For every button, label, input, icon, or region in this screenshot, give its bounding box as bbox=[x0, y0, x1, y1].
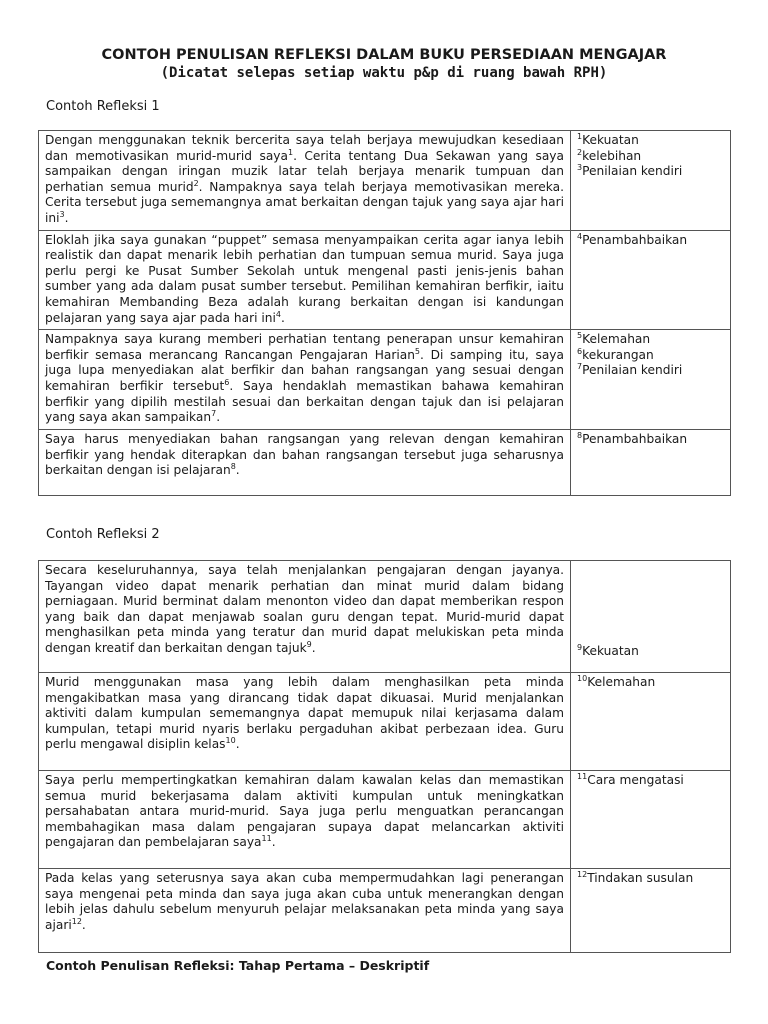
footnote-marker: 5 bbox=[414, 346, 421, 356]
table-row bbox=[39, 673, 731, 771]
annotation-cell bbox=[571, 673, 731, 771]
section-1-label: Contoh Refleksi 1 bbox=[46, 99, 160, 114]
table-row bbox=[39, 330, 731, 430]
footnote-marker: 6 bbox=[224, 377, 230, 387]
annotation-note: $^5$Kelemahan bbox=[577, 331, 651, 347]
footnote-marker: 8 bbox=[577, 431, 583, 441]
footnote-marker: 4 bbox=[577, 231, 583, 241]
footnote-marker: 11 bbox=[261, 834, 272, 844]
annotation-note: $^{11}$Cara mengatasi bbox=[577, 771, 684, 787]
footnote-marker: 9 bbox=[577, 643, 583, 653]
annotation-cell bbox=[571, 230, 731, 330]
reflection-text: Secara keseluruhannya, saya telah menjalankan pengajaran dengan jayanya. Tayangan video dapat menarik perhatian dan minat murid dalam bidang perniagaan. Murid berminat dalam menonton video dan dapat memberikan respon yang baik dan dapat menjawab soalan guru dengan tepat. Murid-murid dapat menghasilkan peta minda yang teratur dan murid dapat melukiskan peta minda dengan kreatif dan berkaitan dengan tajuk$^9$. bbox=[39, 561, 571, 673]
footnote-marker: 10 bbox=[225, 736, 236, 746]
annotation-note: $^1$Kekuatan bbox=[577, 131, 639, 147]
table-row bbox=[39, 131, 731, 231]
footnote-marker: 2 bbox=[577, 147, 583, 157]
reflection-text: Eloklah jika saya gunakan “puppet” semasa menyampaikan cerita agar ianya lebih realistik dan dapat menarik lebih perhatian dan tumpuan semua murid. Saya juga perlu pergi ke Pusat Sumber Sekolah untuk mengenal pasti jenis-jenis bahan sumber yang ada dalam pusat sumber tersebut. Pemilihan kemahiran berfikir, iaitu kemahiran Membanding Beza adalah kurang berkaitan dengan isi kandungan pelajaran yang saya ajar pada hari ini$^4$. bbox=[39, 230, 571, 330]
table-row bbox=[39, 869, 731, 953]
footnote-marker: 6 bbox=[577, 346, 583, 356]
annotation-note: $^3$Penilaian kendiri bbox=[577, 163, 683, 179]
reflection-text: Nampaknya saya kurang memberi perhatian tentang penerapan unsur kemahiran berfikir semasa merancang Rancangan Pengajaran Harian$^5$. Di samping itu, saya juga lupa menyediakan alat berfikir dan bahan rangsangan yang sesuai dengan kemahiran berfikir tersebut$^6$. Saya hendaklah memastikan bahawa kemahiran berfikir yang dipilih mestilah sesuai dan berkaitan dengan tajuk dan isi pelajaran yang saya akan sampaikan$^7$. bbox=[39, 330, 571, 430]
annotation-cell bbox=[571, 771, 731, 869]
footnote-marker: 8 bbox=[230, 462, 236, 472]
annotation-note: $^7$Penilaian kendiri bbox=[577, 362, 683, 378]
footnote-marker: 9 bbox=[306, 639, 312, 649]
table-row bbox=[39, 771, 731, 869]
reflection-text: Saya harus menyediakan bahan rangsangan yang relevan dengan kemahiran berfikir yang hendak diterapkan dan bahan rangsangan tersebut juga seharusnya berkaitan dengan isi pelajaran$^8$. bbox=[39, 430, 571, 496]
footnote-marker: 12 bbox=[577, 869, 588, 879]
document-subtitle: (Dicatat selepas setiap waktu p&p di ruang bawah RPH) bbox=[160, 65, 608, 81]
footnote-marker: 12 bbox=[71, 916, 82, 926]
annotation-note: $^{12}$Tindakan susulan bbox=[577, 869, 694, 885]
annotation-note: $^2$kelebihan bbox=[577, 147, 642, 163]
annotation-note: $^6$kekurangan bbox=[577, 346, 654, 362]
footnote-marker: 3 bbox=[59, 209, 65, 219]
annotation-cell bbox=[571, 430, 731, 496]
reflection-table-1 bbox=[38, 130, 731, 496]
reflection-text: Pada kelas yang seterusnya saya akan cuba mempermudahkan lagi penerangan saya mengenai peta minda dan saya juga akan cuba untuk menerangkan dengan lebih jelas dahulu sebelum menyuruh pelajar melaksanakan peta minda yang saya ajari$^{12}$. bbox=[39, 869, 571, 953]
document-title: CONTOH PENULISAN REFLEKSI DALAM BUKU PERSEDIAAN MENGAJAR bbox=[101, 47, 667, 63]
footer-caption: Contoh Penulisan Refleksi: Tahap Pertama – Deskriptif bbox=[46, 958, 430, 973]
annotation-cell bbox=[571, 561, 731, 673]
footnote-marker: 3 bbox=[577, 163, 583, 173]
table-row bbox=[39, 561, 731, 673]
section-2-label: Contoh Refleksi 2 bbox=[46, 527, 160, 542]
footnote-marker: 7 bbox=[211, 409, 217, 419]
table-row bbox=[39, 230, 731, 330]
footnote-marker: 7 bbox=[577, 362, 583, 372]
footnote-marker: 4 bbox=[275, 309, 281, 319]
annotation-cell bbox=[571, 131, 731, 231]
annotation-cell bbox=[571, 869, 731, 953]
reflection-text: Saya perlu mempertingkatkan kemahiran dalam kawalan kelas dan memastikan semua murid bekerjasama dalam aktiviti kumpulan untuk meningkatkan persahabatan antara murid-murid. Saya juga perlu menguatkan perancangan membahagikan masa dalam pengajaran supaya dapat melancarkan aktiviti pengajaran dan pembelajaran saya$^{11}$. bbox=[39, 771, 571, 869]
annotation-note: $^9$Kekuatan bbox=[577, 643, 639, 659]
annotation-note: $^{10}$Kelemahan bbox=[577, 673, 656, 689]
reflection-text: Murid menggunakan masa yang lebih dalam menghasilkan peta minda mengakibatkan masa yang dirancang tidak dapat dikuasai. Murid menjalankan aktiviti dalam kumpulan sememangnya dapat memupuk nilai kerjasama dalam kumpulan, tetapi murid nyaris berlaku pergaduhan akibat perbezaan idea. Guru perlu mengawal disiplin kelas$^{10}$. bbox=[39, 673, 571, 771]
footnote-marker: 1 bbox=[577, 131, 583, 141]
table-row bbox=[39, 430, 731, 496]
footnote-marker: 5 bbox=[577, 331, 583, 341]
annotation-cell bbox=[571, 330, 731, 430]
reflection-text: Dengan menggunakan teknik bercerita saya telah berjaya mewujudkan kesediaan dan memotivasikan murid-murid saya$^1$. Cerita tentang Dua Sekawan yang saya sampaikan dengan iringan muzik latar telah berjaya menarik tumpuan dan perhatian semua murid$^2$. Nampaknya saya telah berjaya memotivasikan mereka. Cerita tersebut juga sememangnya amat berkaitan dengan tajuk yang saya ajar hari ini$^3$. bbox=[39, 131, 571, 231]
footnote-marker: 10 bbox=[577, 673, 588, 683]
footnote-marker: 2 bbox=[193, 178, 199, 188]
footnote-marker: 1 bbox=[287, 147, 294, 157]
reflection-table-2 bbox=[38, 560, 731, 953]
footnote-marker: 11 bbox=[577, 771, 588, 781]
annotation-note: $^4$Penambahbaikan bbox=[577, 231, 688, 247]
annotation-note: $^8$Penambahbaikan bbox=[577, 431, 688, 447]
